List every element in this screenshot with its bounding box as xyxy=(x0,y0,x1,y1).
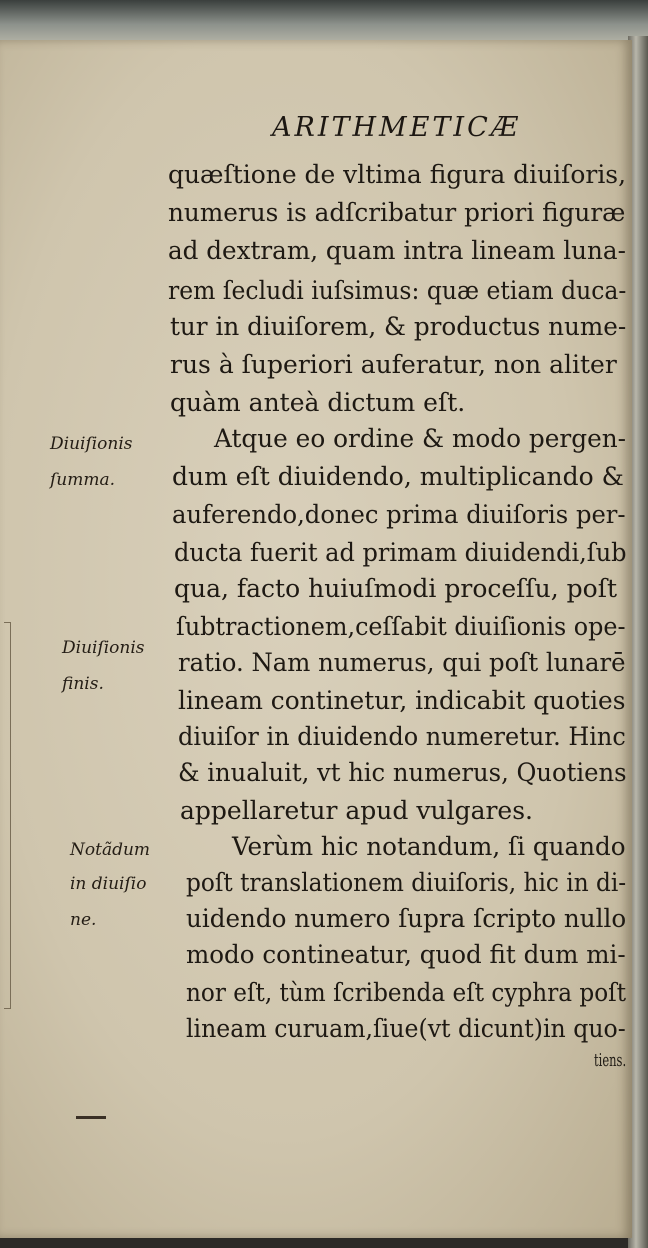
book-top-edge xyxy=(0,0,648,44)
margin-note-line: finis. xyxy=(62,674,104,694)
text-line: uidendo numero ſupra ſcripto nullo xyxy=(186,904,627,933)
page-left-rule xyxy=(4,622,11,1009)
text-line: quàm anteà dictum eſt. xyxy=(170,388,466,417)
text-line: Atque eo ordine & modo pergen- xyxy=(214,424,627,453)
ink-mark xyxy=(76,1116,106,1119)
text-line: & inualuit, vt hic numerus, Quotiens xyxy=(178,758,627,787)
text-line: numerus is adſcribatur priori figuræ xyxy=(168,198,626,227)
text-line: Verùm hic notandum, ſi quando xyxy=(232,832,626,861)
margin-note-line: ſumma. xyxy=(50,470,116,490)
text-line: ducta fuerit ad primam diuidendi,ſub xyxy=(174,538,627,567)
margin-note-line: ne. xyxy=(70,910,97,930)
margin-note-line: in diuiſio xyxy=(70,874,147,894)
text-line: rem ſecludi iuſsimus: quæ etiam duca- xyxy=(168,276,627,305)
margin-note-line: Diuiſionis xyxy=(50,434,133,454)
margin-note-line: Notãdum xyxy=(70,840,151,860)
text-line: nor eſt, tùm ſcribenda eſt cyphra poſt xyxy=(186,978,627,1007)
text-line: appellaretur apud vulgares. xyxy=(180,796,534,825)
text-line: ratio. Nam numerus, qui poſt lunarē xyxy=(178,648,626,677)
text-line: modo contineatur, quod fit dum mi- xyxy=(186,940,626,969)
text-line: rus à ſuperiori auferatur, non aliter xyxy=(170,350,617,379)
text-line: lineam curuam,ſiue(vt dicunt)in quo- xyxy=(186,1014,626,1043)
text-line: diuiſor in diuidendo numeretur. Hinc xyxy=(178,722,626,751)
running-head: ARITHMETICÆ xyxy=(272,112,521,143)
text-line: quæſtione de vltima figura diuiſoris, xyxy=(168,160,627,189)
text-line: lineam continetur, indicabit quoties xyxy=(178,686,626,715)
margin-note-line: Diuiſionis xyxy=(62,638,145,658)
text-line: tur in diuiſorem, & productus nume- xyxy=(170,312,627,341)
text-line: qua, facto huiuſmodi proceſſu, poſt xyxy=(174,574,618,603)
text-line: ſubtractionem,ceſſabit diuiſionis ope- xyxy=(176,612,626,641)
text-line: poſt translationem diuiſoris, hic in di- xyxy=(186,868,627,897)
text-line: dum eſt diuidendo, multiplicando & xyxy=(172,462,624,491)
text-line: tiens. xyxy=(594,1050,627,1071)
text-line: auferendo,donec prima diuiſoris per- xyxy=(172,500,626,529)
text-line: ad dextram, quam intra lineam luna- xyxy=(168,236,626,265)
